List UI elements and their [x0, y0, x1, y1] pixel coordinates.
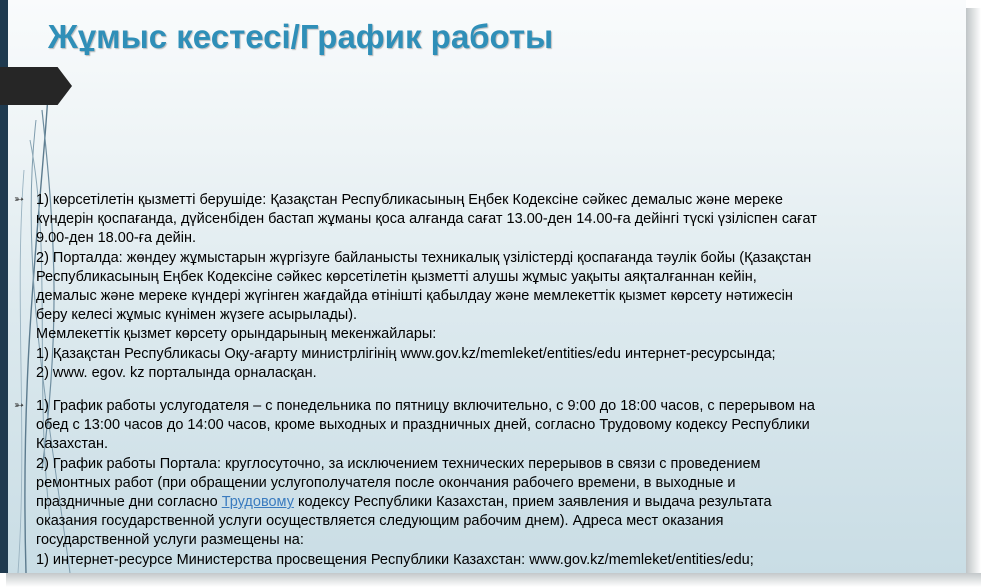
- text-line: беру келесі жұмыс күнімен жүзеге асырылады).: [36, 307, 358, 324]
- text-line: күндерін қоспағанда, дүйсенбіден бастап жұманы қоса алғанда сағат 13.00-ден 14.00-ға дейінгі түскі үзіліспен сағат: [36, 211, 817, 228]
- text-line: 1) График работы услугодателя – с понедельника по пятницу включительно, с 9:00 до 18:00 часов, с перерывом на: [36, 398, 815, 414]
- paragraph-russian: [36, 397, 815, 570]
- text-line: 1) көрсетілетін қызметті берушіде: Қазақстан Республикасының Еңбек Кодексіне сәйкес демалыс және мереке: [36, 192, 783, 208]
- text-line: 1) Қазақстан Республикасы Оқу-ағарту министрлігінің www.gov.kz/memleket/entities/edu интернет-ресурсында;: [36, 345, 776, 362]
- text-line: Республикасының Еңбек Кодексіне сәйкес көрсетілетін қызметті алушы жұмыс уақыты аяқталғаннан кейін,: [36, 268, 757, 285]
- arrow-bullet-icon: ➳: [14, 192, 25, 206]
- slide-shadow-bottom: [6, 573, 981, 587]
- text-line: 9.00-ден 18.00-ға дейін.: [36, 230, 196, 247]
- labor-code-link[interactable]: Трудовому: [221, 494, 294, 511]
- paragraph-kazakh: [36, 191, 817, 383]
- slide-title: Жұмыс кестесі/График работы: [48, 18, 554, 55]
- text-line: праздничные дни согласно Трудовому кодексу Республики Казахстан, прием заявления и выдача результата: [36, 494, 772, 511]
- arrow-shape: [0, 67, 72, 105]
- text-line: ремонтных работ (при обращении услугополучателя после окончания рабочего времени, в выходные и: [36, 474, 736, 491]
- text-line: 2) График работы Портала: круглосуточно, за исключением технических перерывов в связи с проведением: [36, 455, 761, 472]
- text-line: обед с 13:00 часов до 14:00 часов, кроме выходных и праздничных дней, согласно Трудовому кодексу Республики: [36, 417, 810, 434]
- text-line: оказания государственной услуги осуществляется следующим рабочим днем). Адреса мест оказания: [36, 513, 724, 530]
- text-line: 2) Порталда: жөндеу жұмыстарын жүргізуге байланысты техникалық үзілістерді қоспағанда тәулік бойы (Қазақстан: [36, 249, 812, 266]
- text-line: 2) www. egov. kz порталында орналасқан.: [36, 364, 317, 381]
- text-line: Мемлекеттік қызмет көрсету орындарының мекенжайлары:: [36, 326, 437, 343]
- text-line: государственной услуги размещены на:: [36, 532, 304, 549]
- arrow-bullet-icon: ➳: [14, 398, 25, 412]
- text-line: демалыс және мереке күндері жүгінген жағдайда өтінішті қабылдау және мемлекеттік қызмет көрсету нәтижесін: [36, 288, 793, 305]
- text-line: 1) интернет-ресурсе Министерства просвещения Республики Казахстан: www.gov.kz/memleket/entities/edu;: [36, 551, 754, 568]
- slide-shadow-right: [966, 8, 981, 587]
- text-line: Казахстан.: [36, 436, 108, 453]
